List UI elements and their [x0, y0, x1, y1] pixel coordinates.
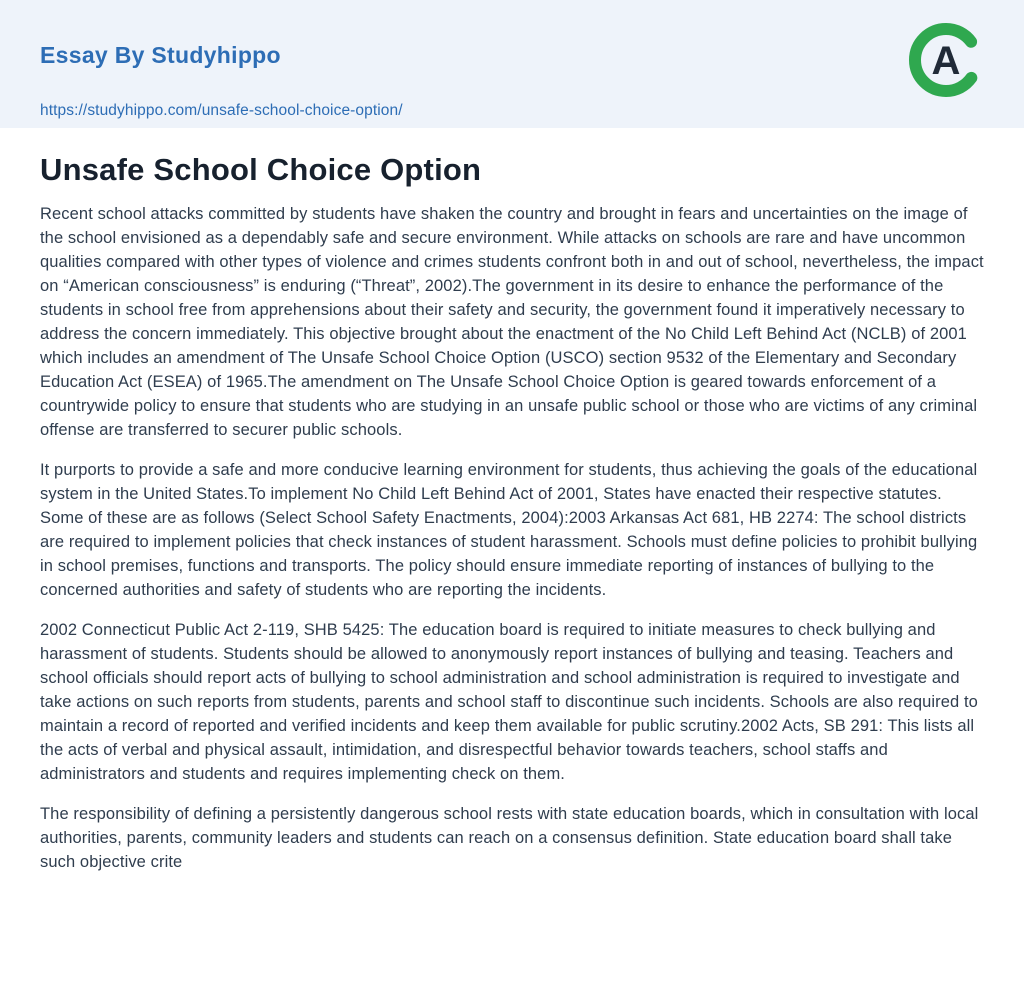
article-paragraph-3: 2002 Connecticut Public Act 2-119, SHB 5425: The education board is required to initiate measures to check bullying and harassment of students. Students should be allowed to anonymously report instances of bullying and teasing. Teachers and school officials should report acts of bullying to school administration and school administration is required to investigate and take actions on such reports from students, parents and school staff to discontinue such incidents. Schools are also required to maintain a record of reported and verified incidents and keep them available for public scrutiny.2002 Acts, SB 291: This lists all the acts of verbal and physical assault, intimidation, and disrespectful behavior towards teachers, school staffs and administrators and students and requires implementing check on them.	[40, 621, 978, 783]
article-paragraph-1: Recent school attacks committed by students have shaken the country and brought in fears and uncertainties on the image of the school envisioned as a dependably safe and secure environment. While attacks on schools are rare and have uncommon qualities compared with other types of violence and crimes students confront both in and out of school, nevertheless, the impact on “American consciousness” is enduring (“Threat”, 2002).The government in its desire to enhance the performance of the students in school free from apprehensions about their safety and security, the government found it imperatively necessary to address the concern immediately. This objective brought about the enactment of the No Child Left Behind Act (NCLB) of 2001 which includes an amendment of The Unsafe School Choice Option (USCO) section 9532 of the Elementary and Secondary Education Act (ESEA) of 1965.The amendment on The Unsafe School Choice Option is geared towards enforcement of a countrywide policy to ensure that students who are studying in an unsafe public school or those who are victims of any criminal offense are transferred to securer public schools.	[40, 205, 984, 439]
page-header	[0, 0, 1024, 128]
logo-letter: A	[931, 39, 961, 83]
logo-ring-icon	[906, 20, 986, 100]
article-content	[0, 128, 1024, 874]
article-title: Unsafe School Choice Option	[40, 152, 482, 187]
studyhippo-logo	[906, 20, 986, 100]
source-url-link[interactable]: https://studyhippo.com/unsafe-school-choice-option/	[40, 102, 403, 119]
article-body	[40, 202, 984, 874]
essay-byline: Essay By Studyhippo	[40, 42, 281, 68]
article-paragraph-2: It purports to provide a safe and more conducive learning environment for students, thus achieving the goals of the educational system in the United States.To implement No Child Left Behind Act of 2001, States have enacted their respective statutes. Some of these are as follows (Select School Safety Enactments, 2004):2003 Arkansas Act 681, HB 2274: The school districts are required to implement policies that check instances of student harassment. Schools must define policies to prohibit bullying in school premises, functions and transports. The policy should ensure immediate reporting of instances of bullying to the concerned authorities and safety of students who are reporting the incidents.	[40, 461, 978, 599]
article-paragraph-4: The responsibility of defining a persistently dangerous school rests with state education boards, which in consultation with local authorities, parents, community leaders and students can reach on a consensus definition. State education board shall take such objective crite	[40, 805, 979, 871]
